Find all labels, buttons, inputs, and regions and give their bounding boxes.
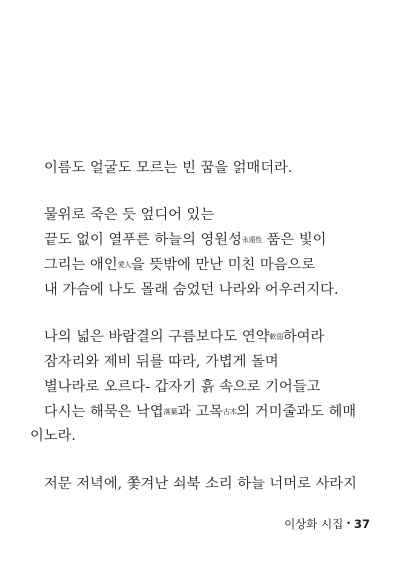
hanja-annotation: 愛人 [117, 261, 132, 269]
hanja-annotation: 軟弱 [269, 333, 283, 341]
poem-line: 물위로 죽은 듯 엎디어 있는 [44, 207, 215, 223]
poem-line: 잠자리와 제비 뒤를 따라, 가볍게 돌며 [44, 354, 279, 370]
poem-line: 다시는 해묵은 낙엽落葉과 고목古木의 거미줄과도 헤매 [44, 404, 357, 420]
poem-line: 이름도 얼굴도 모르는 빈 꿈을 얽매더라. [44, 160, 293, 176]
poem-line: 내 가슴에 나도 몰래 숨었던 나라와 어우러지다. [44, 282, 339, 298]
poem-line: 그리는 애인愛人을 뜻밖에 만난 미친 마음으로 [44, 257, 316, 273]
page-number: 37 [353, 517, 370, 531]
hanja-annotation: 永遠性 [241, 236, 263, 244]
poem-line: 이노라. [30, 428, 77, 444]
page-footer [284, 516, 370, 532]
hanja-annotation: 古木 [223, 408, 237, 416]
poem-line: 끝도 없이 열푸른 하늘의 영원성永遠性 품은 빛이 [44, 232, 327, 248]
hanja-annotation: 落葉 [163, 408, 178, 416]
poem-line: 저문 저녁에, 쫓겨난 쇠북 소리 하늘 너머로 사라지 [44, 476, 357, 492]
book-title: 이상화 시집 [284, 517, 344, 531]
poem-line: 나의 넓은 바람결의 구름보다도 연약軟弱하여라 [44, 329, 325, 345]
poem-line: 별나라로 오르다- 갑자기 흙 속으로 기어들고 [44, 379, 321, 395]
footer-separator: • [346, 519, 351, 528]
